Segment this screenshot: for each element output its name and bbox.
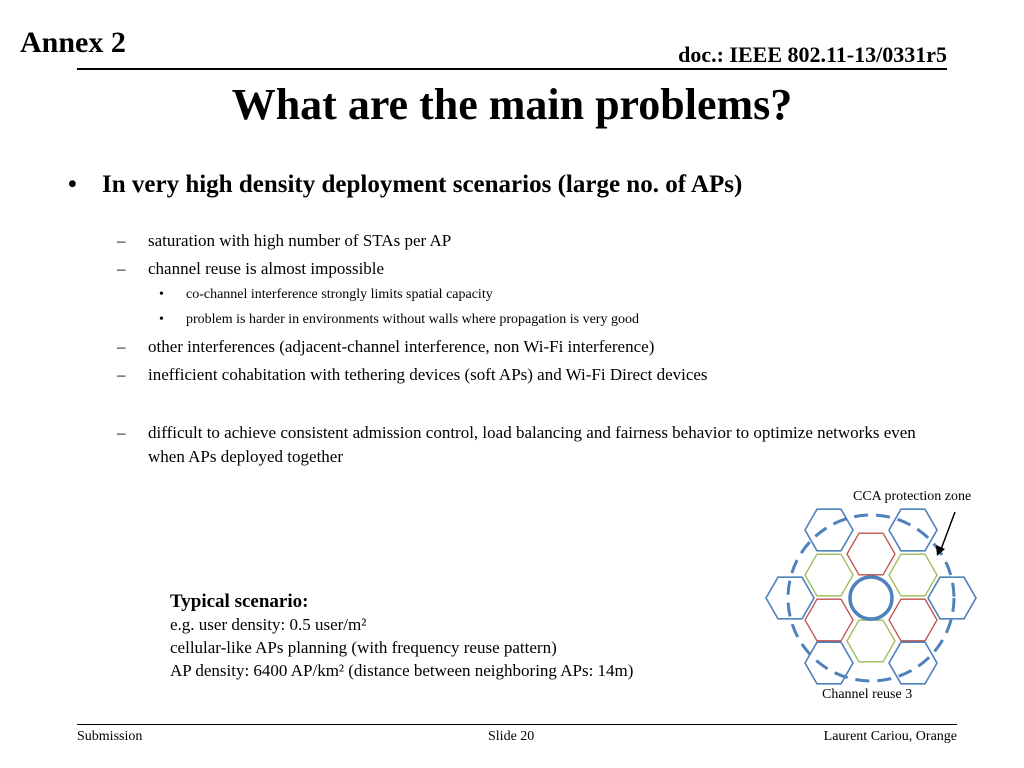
channel-reuse-label: Channel reuse 3 (822, 687, 913, 702)
footer-author: Laurent Cariou, Orange (823, 729, 957, 744)
scenario-line: AP density: 6400 AP/km² (distance between neighboring APs: 14m) (170, 661, 634, 680)
slide-title: What are the main problems? (231, 80, 793, 129)
outer-hex-cell (889, 642, 937, 684)
red-hex-cell (805, 599, 853, 641)
dash-marker: – (117, 231, 126, 250)
channel-reuse-diagram (760, 505, 1020, 685)
header-rule (77, 68, 947, 70)
typical-scenario-box (170, 590, 633, 682)
bullet-marker: • (68, 171, 77, 198)
footer-rule (77, 724, 957, 725)
red-hex-cell (889, 599, 937, 641)
sub-item-text: channel reuse is almost impossible (148, 259, 385, 278)
sub-item (117, 229, 937, 253)
sub-item-text: difficult to achieve consistent admission control, load balancing and fairness behavior to optimize networks even when APs deployed together (148, 423, 916, 466)
dash-marker: – (117, 423, 126, 442)
red-hex-cell (847, 533, 895, 575)
outer-hex-cell (928, 577, 976, 619)
green-hex-cell (805, 554, 853, 596)
sub-item (117, 421, 937, 469)
main-bullet-text: In very high density deployment scenarios (large no. of APs) (102, 171, 743, 198)
doc-reference: doc.: IEEE 802.11-13/0331r5 (678, 42, 947, 67)
cca-arrow (940, 512, 955, 552)
annex-label: Annex 2 (20, 26, 126, 59)
dash-marker: – (117, 365, 126, 384)
footer-submission: Submission (77, 729, 143, 744)
green-hex-cell (847, 620, 895, 662)
hex-cells (766, 509, 976, 684)
sub-item-text: saturation with high number of STAs per AP (148, 231, 452, 250)
bullet-marker: • (159, 312, 164, 327)
sub-item (117, 335, 937, 359)
main-bullet (68, 170, 742, 200)
sub-item-text: inefficient cohabitation with tethering devices (soft APs) and Wi-Fi Direct devices (148, 365, 708, 384)
dash-marker: – (117, 259, 126, 278)
outer-hex-cell (889, 509, 937, 551)
footer-slide-number: Slide 20 (488, 729, 535, 744)
scenario-line: e.g. user density: 0.5 user/m² (170, 615, 367, 634)
bullet-marker: • (159, 287, 164, 302)
green-hex-cell (889, 554, 937, 596)
dash-marker: – (117, 337, 126, 356)
sub-item (117, 257, 937, 281)
center-ap-circle (850, 577, 892, 619)
sub-item (117, 363, 937, 387)
subsub-item (159, 311, 639, 329)
scenario-heading: Typical scenario: (170, 591, 309, 612)
scenario-line: cellular-like APs planning (with frequency reuse pattern) (170, 638, 557, 657)
sub-item-text: other interferences (adjacent-channel interference, non Wi-Fi interference) (148, 337, 655, 356)
subsub-item (159, 286, 493, 304)
outer-hex-cell (805, 509, 853, 551)
subsub-item-text: problem is harder in environments without walls where propagation is very good (186, 312, 639, 327)
cca-zone-label: CCA protection zone (853, 489, 972, 504)
subsub-item-text: co-channel interference strongly limits spatial capacity (186, 287, 493, 302)
